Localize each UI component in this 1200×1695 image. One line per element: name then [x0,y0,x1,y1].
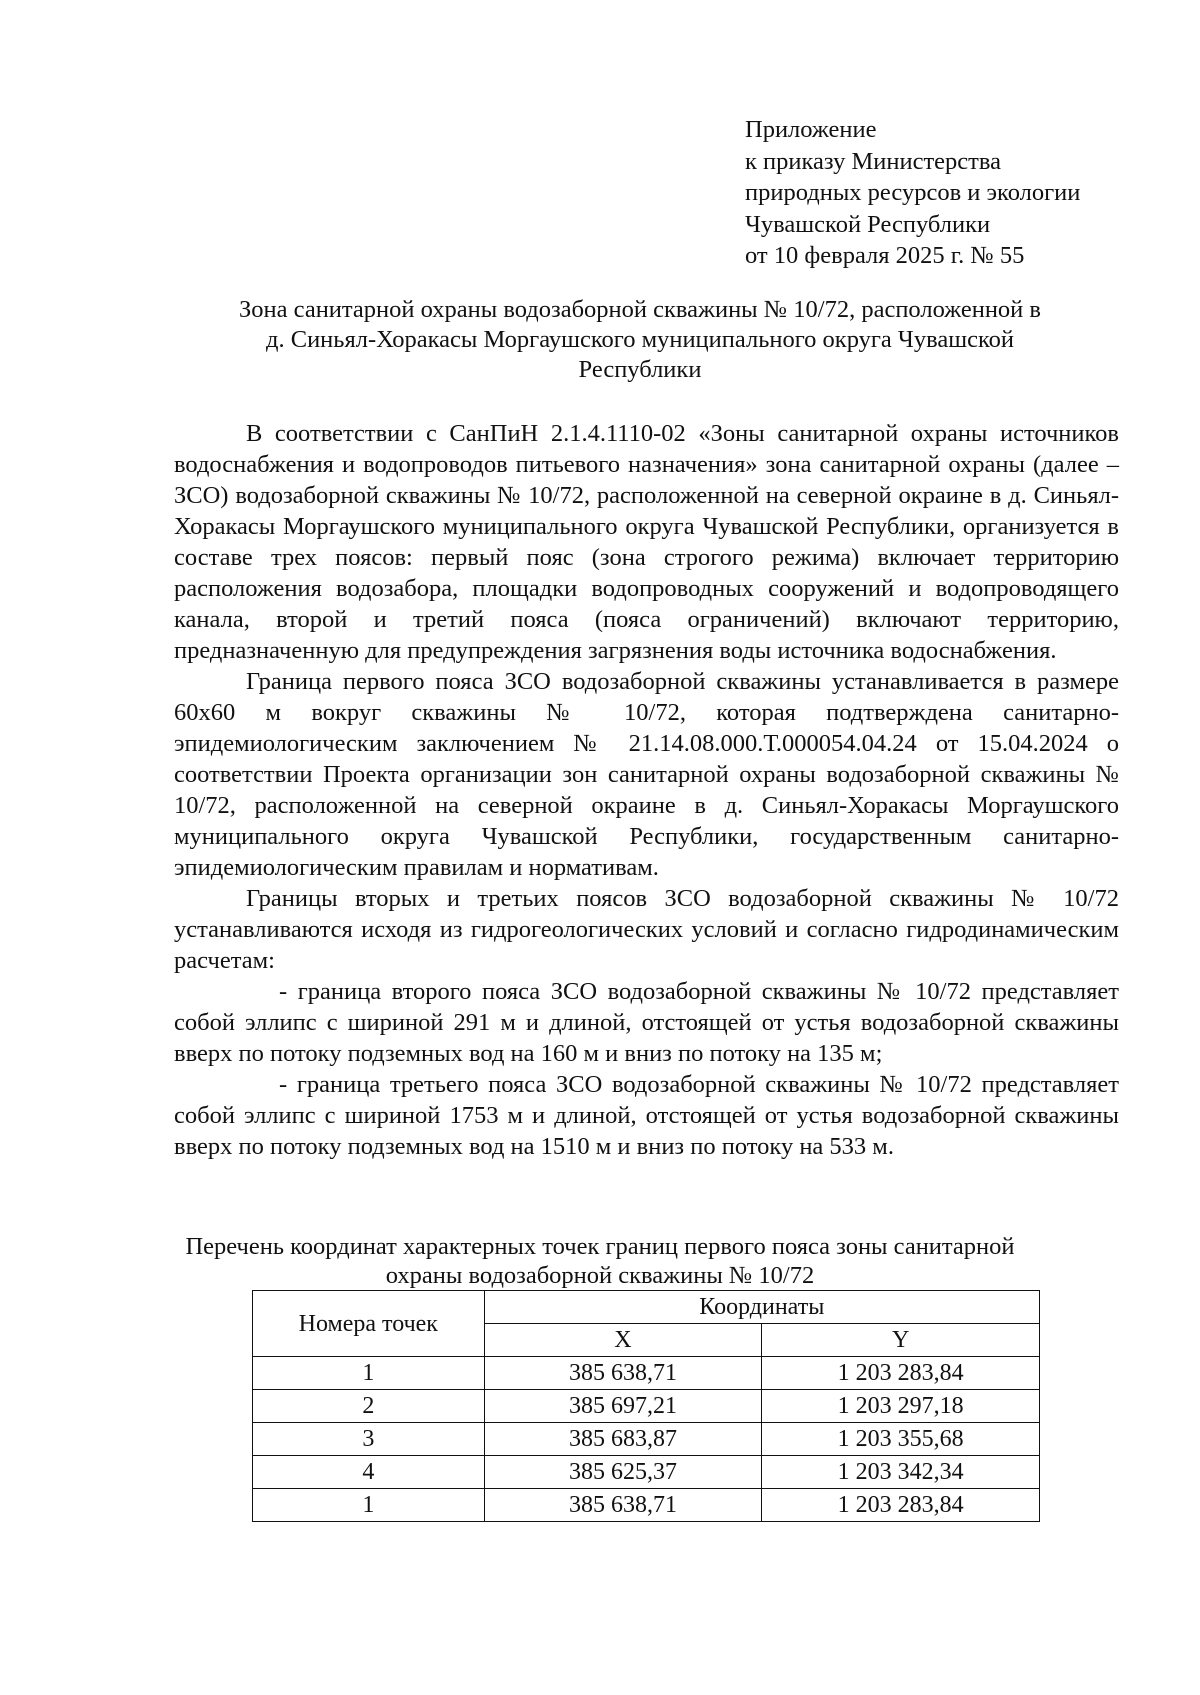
table-row [253,1489,1040,1522]
table-header-row [253,1291,1040,1324]
body-paragraph: Границы вторых и третьих поясов ЗСО водозаборной скважины № 10/72 устанавливаются исходя из гидрогеологических условий и согласно гидродинамическим расчетам: [174,885,1119,974]
cell-x: 385 625,37 [484,1456,762,1489]
header-coordinates: Координаты [484,1291,1039,1324]
document-body [174,418,1119,1162]
body-paragraph: В соответствии с СанПиН 2.1.4.1110-02 «Зоны санитарной охраны источников водоснабжения и водопроводов питьевого назначения» зона санитарной охраны (далее – ЗСО) водозаборной скважины № 10/72, расположенной на северной окраине в д. Синьял-Хоракасы Моргаушского муниципального округа Чувашской Республики, организуется в составе трех поясов: первый пояс (зона строгого режима) включает территорию расположения водозабора, площадки водопроводных сооружений и водопроводящего канала, второй и третий пояса (пояса ограничений) включают территорию, предназначенную для предупреждения загрязнения воды источника водоснабжения. [174,420,1119,664]
table-caption [150,1232,1050,1290]
header-y: Y [762,1324,1040,1357]
title-line: Республики [578,356,702,383]
cell-y: 1 203 283,84 [762,1357,1040,1390]
cell-x: 385 697,21 [484,1390,762,1423]
table-row [253,1390,1040,1423]
appendix-block [745,114,1165,272]
title-line: д. Синьял-Хоракасы Моргаушского муниципального округа Чувашской [266,326,1014,353]
cell-point: 1 [253,1489,485,1522]
cell-point: 4 [253,1456,485,1489]
cell-point: 1 [253,1357,485,1390]
appendix-line: от 10 февраля 2025 г. № 55 [745,242,1025,269]
cell-y: 1 203 355,68 [762,1423,1040,1456]
body-paragraph-list-item: - граница третьего пояса ЗСО водозаборной скважины № 10/72 представляет собой эллипс с шириной 1753 м и длиной, отстоящей от устья водозаборной скважины вверх по потоку подземных вод на 1510 м и вниз по потоку на 533 м. [174,1071,1119,1160]
header-points: Номера точек [253,1291,485,1357]
cell-x: 385 638,71 [484,1357,762,1390]
document-title [190,295,1090,385]
title-line: Зона санитарной охраны водозаборной скважины № 10/72, расположенной в [239,296,1041,323]
table-row [253,1357,1040,1390]
caption-line: Перечень координат характерных точек границ первого пояса зоны санитарной [185,1233,1015,1260]
appendix-line: Чувашской Республики [745,210,991,238]
cell-y: 1 203 283,84 [762,1489,1040,1522]
coordinates-table [252,1290,1040,1522]
body-paragraph-list-item: - граница второго пояса ЗСО водозаборной скважины № 10/72 представляет собой эллипс с шириной 291 м и длиной, отстоящей от устья водозаборной скважины вверх по потоку подземных вод на 160 м и вниз по потоку на 135 м; [174,978,1119,1067]
cell-x: 385 638,71 [484,1489,762,1522]
cell-y: 1 203 342,34 [762,1456,1040,1489]
header-x: X [484,1324,762,1357]
cell-y: 1 203 297,18 [762,1390,1040,1423]
table-row [253,1423,1040,1456]
table-row [253,1456,1040,1489]
appendix-line: Приложение [745,116,877,143]
appendix-line: природных ресурсов и экологии [745,179,1081,206]
cell-point: 3 [253,1423,485,1456]
cell-x: 385 683,87 [484,1423,762,1456]
cell-point: 2 [253,1390,485,1423]
caption-line: охраны водозаборной скважины № 10/72 [385,1262,815,1289]
appendix-line: к приказу Министерства [745,147,1001,175]
body-paragraph: Граница первого пояса ЗСО водозаборной скважины устанавливается в размере 60х60 м вокруг скважины № 10/72, которая подтверждена санитарно-эпидемиологическим заключением № 21.14.08.000.Т.000054.04.24 от 15.04.2024 о соответствии Проекта организации зон санитарной охраны водозаборной скважины № 10/72, расположенной на северной окраине в д. Синьял-Хоракасы Моргаушского муниципального округа Чувашской Республики, государственным санитарно-эпидемиологическим правилам и нормативам. [174,668,1119,881]
